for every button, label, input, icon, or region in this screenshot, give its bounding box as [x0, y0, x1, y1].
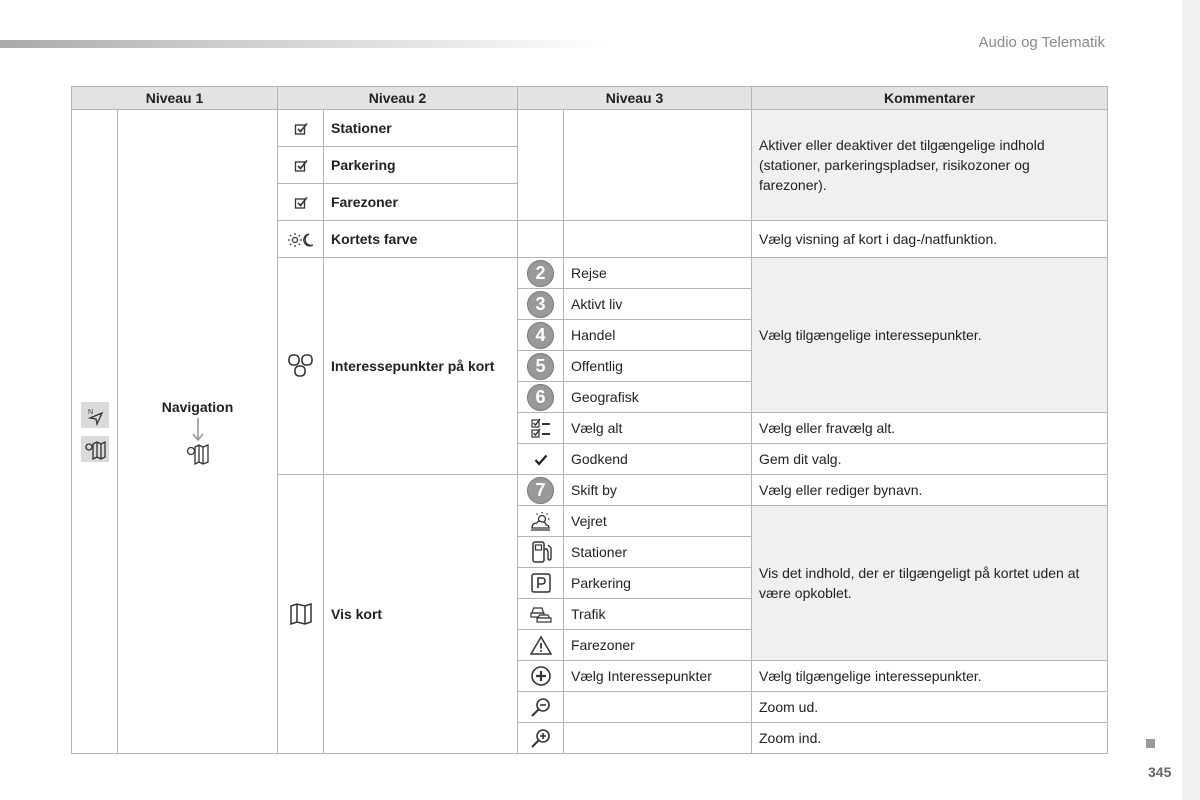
level3-stationer: Stationer	[564, 537, 752, 568]
checkbox-icon	[278, 110, 324, 147]
level3-godkend: Godkend	[564, 444, 752, 475]
comment-zoom-ind: Zoom ind.	[752, 723, 1108, 754]
page-marker	[1146, 739, 1155, 748]
comment-fravaelg: Vælg eller fravælg alt.	[752, 413, 1108, 444]
number-badge: 5	[518, 351, 564, 382]
table-row	[72, 110, 1108, 147]
comment-vaelg-interesse-2: Vælg tilgængelige interessepunkter.	[752, 661, 1108, 692]
navigation-arrow-icon	[81, 402, 109, 428]
number-badge: 3	[518, 289, 564, 320]
zoom-out-icon	[518, 692, 564, 723]
weather-icon	[518, 506, 564, 537]
page-edge-stripe	[1182, 0, 1200, 800]
level1-navigation-cell	[118, 110, 278, 754]
checkbox-icon	[278, 147, 324, 184]
page-number: 345	[1148, 764, 1172, 780]
header-niveau-1: Niveau 1	[72, 87, 278, 110]
empty-cell	[518, 221, 564, 258]
section-title: Audio og Telematik	[978, 34, 1105, 51]
map-icon	[278, 475, 324, 754]
add-circle-icon	[518, 661, 564, 692]
empty-cell	[564, 221, 752, 258]
header-niveau-2: Niveau 2	[278, 87, 518, 110]
level3-handel: Handel	[564, 320, 752, 351]
number-badge: 2	[518, 258, 564, 289]
level3-skift-by: Skift by	[564, 475, 752, 506]
checkmark-icon	[518, 444, 564, 475]
header-niveau-3: Niveau 3	[518, 87, 752, 110]
zoom-in-icon	[518, 723, 564, 754]
comment-dag-nat: Vælg visning af kort i dag-/natfunktion.	[752, 221, 1108, 258]
svg-text:N: N	[87, 408, 93, 416]
number-badge: 6	[518, 382, 564, 413]
empty-cell	[564, 692, 752, 723]
level3-farezoner: Farezoner	[564, 630, 752, 661]
level3-trafik: Trafik	[564, 599, 752, 630]
poi-icon	[278, 258, 324, 475]
table-header-row	[72, 87, 1108, 110]
arrow-down-icon	[191, 417, 205, 443]
warning-icon	[518, 630, 564, 661]
comment-vis-indhold: Vis det indhold, der er tilgængeligt på kortet uden at være opkoblet.	[752, 506, 1108, 661]
comment-gem: Gem dit valg.	[752, 444, 1108, 475]
empty-cell	[564, 723, 752, 754]
number-badge: 4	[518, 320, 564, 351]
fuel-station-icon	[518, 537, 564, 568]
menu-structure-table	[71, 86, 1108, 754]
level3-vaelg-interesse: Vælg Interessepunkter	[564, 661, 752, 692]
comment-rediger-by: Vælg eller rediger bynavn.	[752, 475, 1108, 506]
traffic-icon	[518, 599, 564, 630]
day-night-icon	[278, 221, 324, 258]
checkbox-icon	[278, 184, 324, 221]
map-settings-icon	[81, 436, 109, 462]
empty-cell	[518, 110, 564, 221]
level3-offentlig: Offentlig	[564, 351, 752, 382]
parking-icon	[518, 568, 564, 599]
level3-parkering: Parkering	[564, 568, 752, 599]
navigation-label: Navigation	[161, 398, 234, 415]
level2-vis-kort: Vis kort	[324, 475, 518, 754]
level2-interessepunkter: Interessepunkter på kort	[324, 258, 518, 475]
header-decoration-bar	[0, 40, 610, 48]
level3-vaelg-alt: Vælg alt	[564, 413, 752, 444]
level2-parkering: Parkering	[324, 147, 518, 184]
header-kommentarer: Kommentarer	[752, 87, 1108, 110]
level2-kortets-farve: Kortets farve	[324, 221, 518, 258]
comment-aktiver: Aktiver eller deaktiver det tilgængelige indhold (stationer, parkeringspladser, risikozoner og farezoner).	[752, 110, 1108, 221]
level2-stationer: Stationer	[324, 110, 518, 147]
level3-vejret: Vejret	[564, 506, 752, 537]
level1-icon-cell	[72, 110, 118, 754]
level3-geografisk: Geografisk	[564, 382, 752, 413]
level3-rejse: Rejse	[564, 258, 752, 289]
comment-zoom-ud: Zoom ud.	[752, 692, 1108, 723]
level2-farezoner: Farezoner	[324, 184, 518, 221]
select-all-icon	[518, 413, 564, 444]
comment-vaelg-interesse: Vælg tilgængelige interessepunkter.	[752, 258, 1108, 413]
map-settings-icon	[185, 443, 211, 465]
empty-cell	[564, 110, 752, 221]
number-badge: 7	[518, 475, 564, 506]
level3-aktivt-liv: Aktivt liv	[564, 289, 752, 320]
